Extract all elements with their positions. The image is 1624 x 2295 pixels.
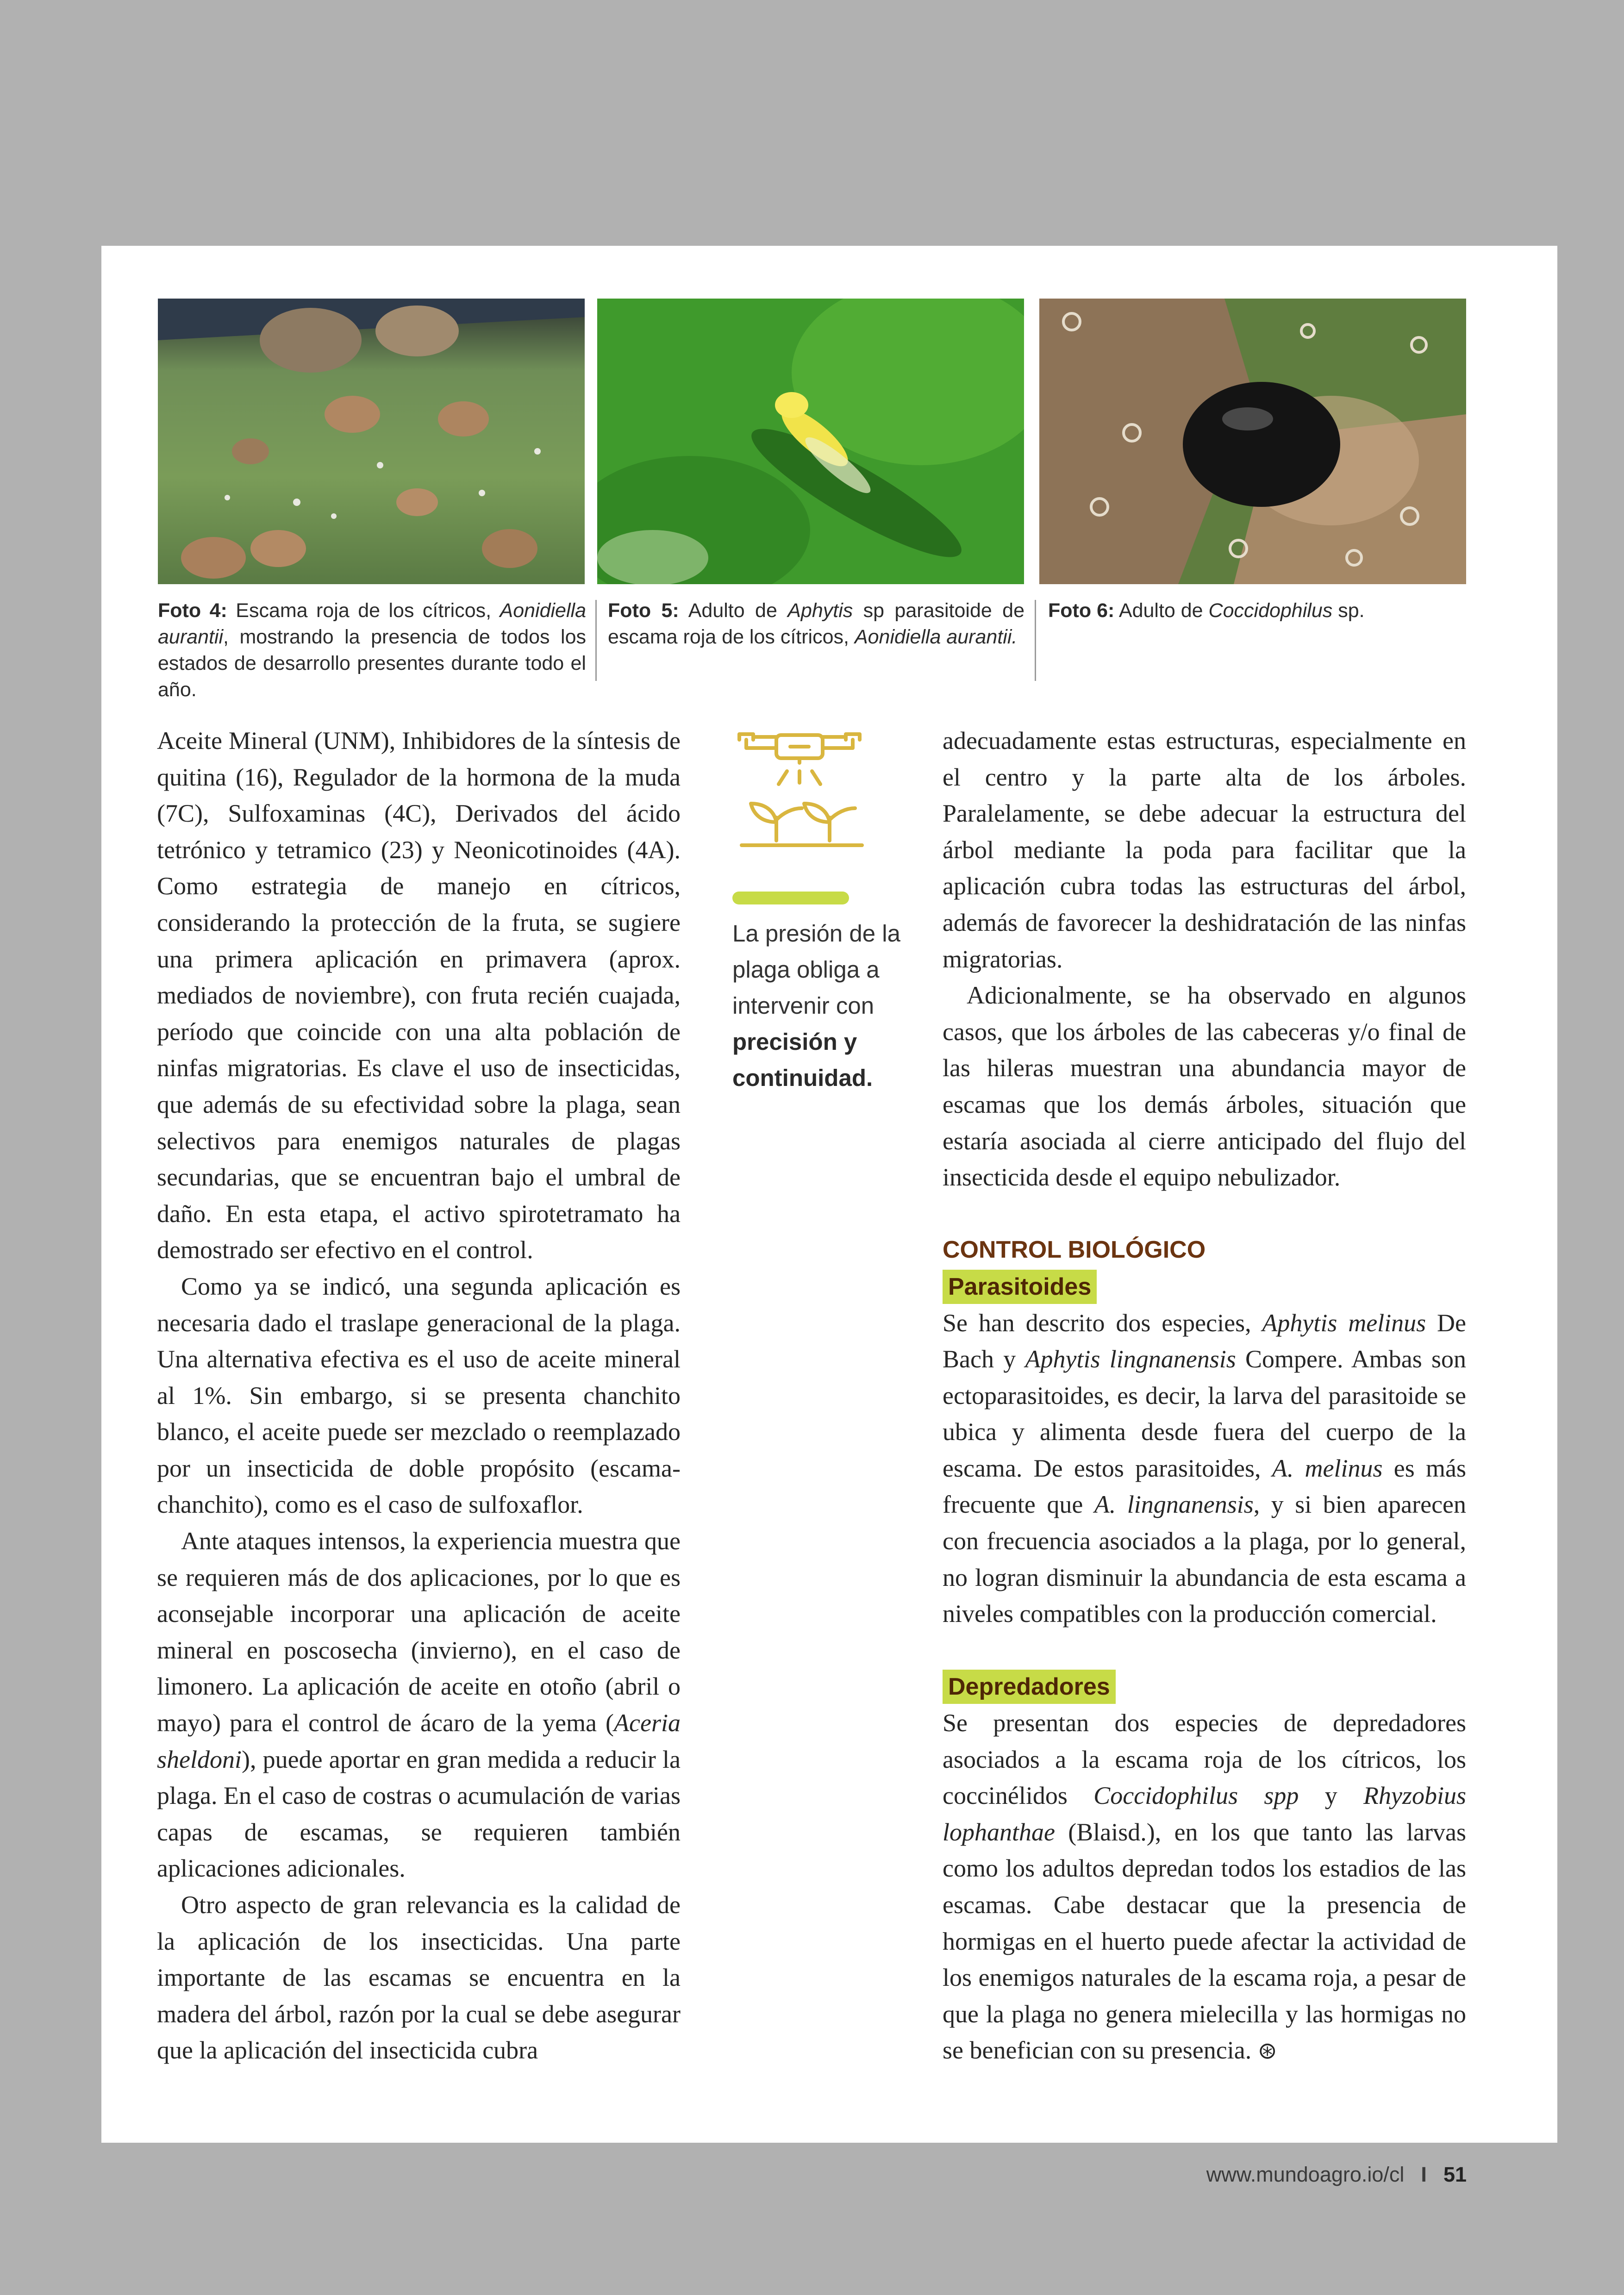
paragraph: Aceite Mineral (UNM), Inhibidores de la síntesis de quitina (16), Regulador de la hormona de la muda (7C), Sulfoxaminas (4C), Derivados del ácido tetrónico y tetramico (23) y Neonicotinoides (4A). Como estrategia de manejo en cítricos, considerando la protección de la fruta, se sugiere una primera aplicación en primavera (aprox. mediados de noviembre), con fruta recién cuajada, período que coincide con una alta población de ninfas migratorias. Es clave el uso de insecticidas, que además de su efectividad sobre la plaga, sean selectivos para enemigos naturales de plagas secundarias, que se encuentran bajo el umbral de daño. En esta etapa, el activo spirotetramato ha demostrado ser efectivo en el control. <box>157 727 681 1264</box>
paragraph: Como ya se indicó, una segunda aplicación es necesaria dado el traslape generacional de la plaga. Una alternativa efectiva es el uso de aceite mineral al 1%. Sin embargo, si se presenta chanchito blanco, el aceite puede ser mezclado o reemplazado por un insecticida de doble propósito (escama-chanchito), como es el caso de sulfoxaflor. <box>157 1272 681 1519</box>
page-footer <box>1206 2163 1467 2187</box>
sprayer-plants-icon <box>732 730 867 864</box>
paragraph: Ante ataques intensos, la experiencia muestra que se requieren más de dos aplicaciones, por lo que es aconsejable incorporar una aplicación de aceite mineral en poscosecha (invierno), en el caso de limonero. La aplicación de aceite en otoño (abril o mayo) para el control de ácaro de la yema (Aceria sheldoni), puede aportar en gran medida a reducir la plaga. En el caso de costras o acumulación de varias capas de escamas, se requieren también aplicaciones adicionales. <box>157 1527 681 1883</box>
pull-quote <box>732 730 918 1096</box>
paragraph: Se han descrito dos especies, Aphytis melinus De Bach y Aphytis lingnanensis Compere. Ambas son ectoparasitoides, es decir, la larva del parasitoide se ubica y alimenta desde fuera del cuerpo de la escama. De estos parasitoides, A. melinus es más frecuente que A. lingnanensis, y si bien aparecen con frecuencia asociados a la plaga, por lo general, no logran disminuir la abundancia de esta escama a niveles compatibles con la producción comercial. <box>943 1309 1467 1628</box>
right-column <box>943 723 1466 2069</box>
paragraph: Otro aspecto de gran relevancia es la calidad de la aplicación de los insecticidas. Una parte importante de las escamas se encuentra en la madera del árbol, razón por la cual se debe asegurar que la aplicación del insecticida cubra <box>157 1891 681 2064</box>
photo-5-aphytis-adult <box>597 299 1024 584</box>
paragraph: adecuadamente estas estructuras, especialmente en el centro y la parte alta de los árboles. Paralelamente, se debe adecuar la estructura del árbol mediante la poda para facilitar que la aplicación cubra todas las estructuras del árbol, además de favorecer la deshidratación de las ninfas migratorias. <box>943 727 1466 973</box>
photo-6-caption: Foto 6: Adulto de Coccidophilus sp. <box>1048 599 1365 622</box>
accent-bar <box>732 892 849 904</box>
subheading-tag: Parasitoides <box>943 1270 1097 1304</box>
page <box>101 246 1557 2143</box>
paragraph: Se presentan dos especies de depredadores asociados a la escama roja de los cítricos, los coccinélidos Coccidophilus spp y Rhyzobius lophanthae (Blaisd.), en los que tanto las larvas como los adultos depredan todos los estadios de las escamas. Cabe destacar que la presencia de hormigas en el huerto puede afectar la actividad de los enemigos naturales de la escama roja, a pesar de que la plaga no genera mielecilla y las hormigas no se benefician con su presencia. ⊛ <box>943 1709 1466 2064</box>
photo-4-red-scale-branch <box>158 299 585 584</box>
photo-5-caption: Foto 5: Adulto de Aphytis sp parasitoide de escama roja de los cítricos, Aonidiella aurantii. <box>608 599 1024 648</box>
caption-divider <box>1035 600 1036 681</box>
website-url: www.mundoagro.io/cl <box>1206 2163 1405 2186</box>
end-mark-icon: ⊛ <box>1257 2038 1277 2064</box>
subheading-tag: Depredadores <box>943 1670 1116 1704</box>
page-number: 51 <box>1443 2163 1467 2186</box>
caption-divider <box>595 600 597 681</box>
pull-quote-text: La presión de la plaga obliga a intervenir con precisión y continuidad. <box>732 920 900 1091</box>
photo-4-caption: Foto 4: Escama roja de los cítricos, Aonidiella aurantii, mostrando la presencia de todos los estados de desarrollo presentes durante todo el año. <box>158 599 586 701</box>
photo-6-coccidophilus-adult <box>1039 299 1466 584</box>
footer-separator: I <box>1421 2163 1427 2186</box>
left-column <box>157 723 681 2069</box>
paragraph: Adicionalmente, se ha observado en algunos casos, que los árboles de las cabeceras y/o final de las hileras muestran una abundancia mayor de escamas que los demás árboles, situación que estaría asociada al cierre anticipado del flujo del insecticida desde el equipo nebulizador. <box>943 981 1466 1191</box>
section-title: CONTROL BIOLÓGICO <box>943 1236 1206 1264</box>
